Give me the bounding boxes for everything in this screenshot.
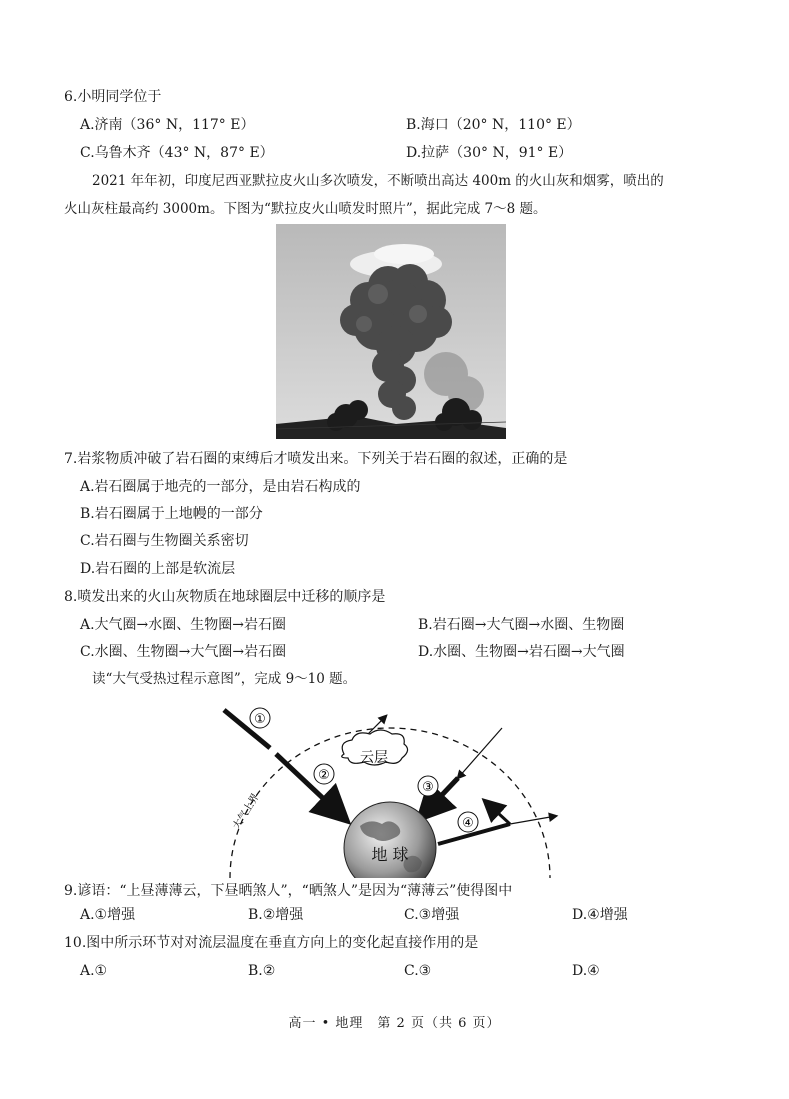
q7-stem: 7.岩浆物质冲破了岩石圈的束缚后才喷发出来。下列关于岩石圈的叙述，正确的是 [64, 451, 568, 467]
atmospheric-heating-diagram [210, 698, 570, 878]
cloud-label: 云层 [360, 750, 388, 766]
q8-option-c: C.水圈、生物圈→大气圈→岩石圈 [80, 644, 287, 660]
q8-stem: 8.喷发出来的火山灰物质在地球圈层中迁移的顺序是 [64, 589, 386, 605]
q8-option-d: D.水圈、生物圈→岩石圈→大气圈 [418, 644, 625, 660]
page-footer: 高一 • 地理 第 2 页（共 6 页） [288, 1016, 501, 1031]
q8-option-b: B.岩石圈→大气圈→水圈、生物圈 [418, 617, 625, 633]
q7-option-d: D.岩石圈的上部是软流层 [80, 561, 236, 577]
q9-option-b: B.②增强 [248, 907, 304, 923]
q10-option-c: C.③ [404, 963, 432, 979]
q9-option-a: A.①增强 [80, 907, 136, 923]
arrow-solar-to-ground [276, 754, 344, 818]
q7-option-a: A.岩石圈属于地壳的一部分，是由岩石构成的 [80, 479, 361, 495]
label-3-marker [418, 776, 438, 796]
intro-passage-line1: 2021 年年初，印度尼西亚默拉皮火山多次喷发，不断喷出高达 400m 的火山灰和烟雾，喷出的 [92, 173, 664, 189]
q6-option-c: C.乌鲁木齐（43° N，87° E） [80, 145, 274, 161]
svg-text:④: ④ [462, 816, 474, 831]
q6-stem: 6.小明同学位于 [64, 89, 162, 105]
q7-option-b: B.岩石圈属于上地幔的一部分 [80, 506, 263, 522]
label-4-marker [458, 812, 478, 832]
volcano-eruption-photo [276, 224, 506, 439]
q10-option-a: A.① [80, 963, 108, 979]
earth-label: 地 球 [371, 845, 409, 864]
q10-option-b: B.② [248, 963, 276, 979]
q6-option-a: A.济南（36° N，117° E） [80, 117, 255, 133]
label-1-marker [250, 708, 270, 728]
q10-stem: 10.图中所示环节对对流层温度在垂直方向上的变化起直接作用的是 [64, 935, 479, 951]
q9-option-c: C.③增强 [404, 907, 460, 923]
q6-option-b: B.海口（20° N，110° E） [406, 117, 581, 133]
q7-option-c: C.岩石圈与生物圈关系密切 [80, 533, 249, 549]
q9-stem: 9.谚语：“上昼薄薄云，下昼晒煞人”，“晒煞人”是因为“薄薄云”使得图中 [64, 883, 513, 899]
atmosphere-top-label: 大气上界 [231, 791, 262, 832]
label-2-marker [314, 764, 334, 784]
intro-passage-line2: 火山灰柱最高约 3000m。下图为“默拉皮火山喷发时照片”，据此完成 7～8 题。 [64, 201, 547, 217]
q6-option-d: D.拉萨（30° N，91° E） [406, 145, 573, 161]
q10-option-d: D.④ [572, 963, 600, 979]
intro-diagram: 读“大气受热过程示意图”，完成 9～10 题。 [92, 671, 357, 687]
q8-option-a: A.大气圈→水圈、生物圈→岩石圈 [80, 617, 287, 633]
svg-text:②: ② [318, 768, 330, 783]
svg-text:①: ① [254, 712, 266, 727]
q9-option-d: D.④增强 [572, 907, 628, 923]
svg-text:③: ③ [422, 780, 434, 795]
